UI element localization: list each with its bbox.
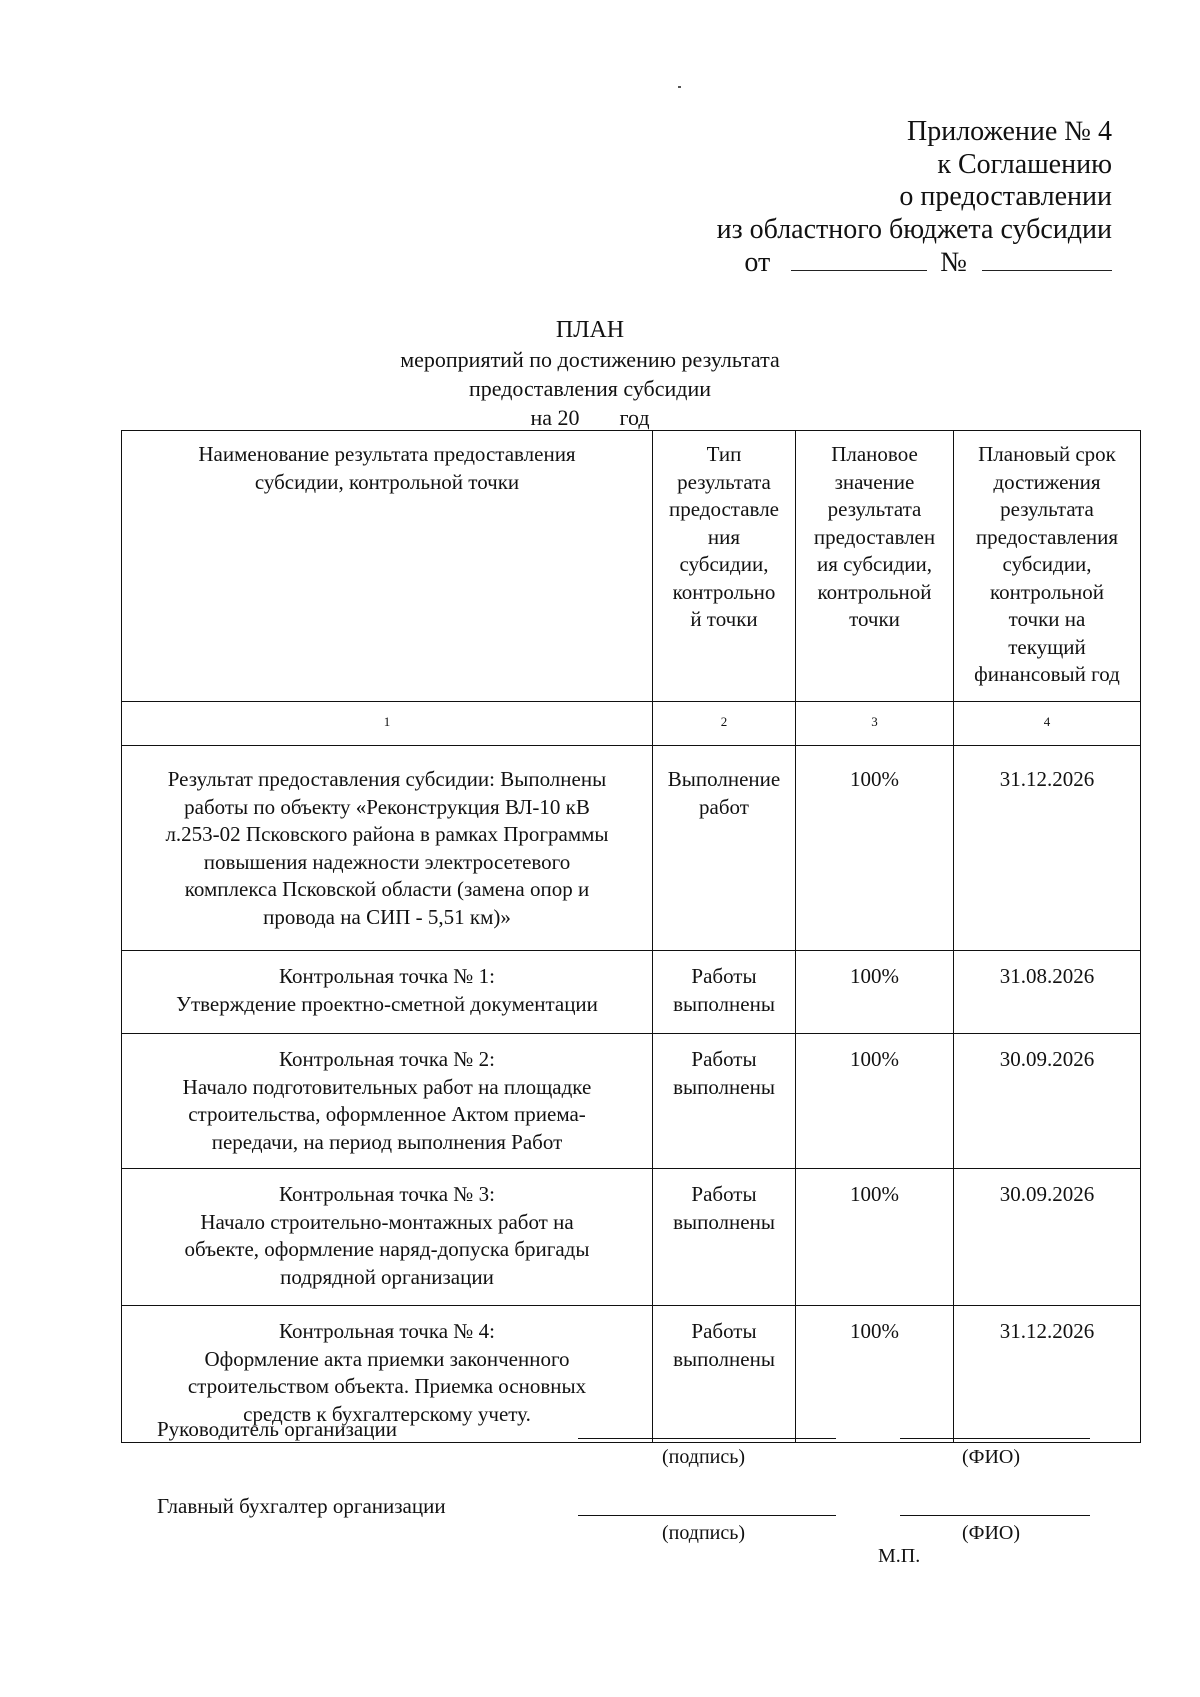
appendix-line-2: к Соглашению xyxy=(937,148,1112,180)
column-number: 4 xyxy=(954,702,1141,746)
accountant-name-caption: (ФИО) xyxy=(962,1522,1021,1544)
accountant-signature-line xyxy=(578,1515,836,1516)
year-prefix: на 20 xyxy=(530,405,580,430)
column-number: 1 xyxy=(122,702,653,746)
row-deadline: 31.12.2026 xyxy=(954,1306,1141,1443)
row-type-text: Работы выполнены xyxy=(673,1047,775,1099)
column-number-row xyxy=(122,702,1141,746)
row-name xyxy=(122,746,653,951)
appendix-line-4: из областного бюджета субсидии xyxy=(716,213,1112,245)
row-type xyxy=(653,951,796,1034)
row-value: 100% xyxy=(796,1306,954,1443)
row-name-text: Контрольная точка № 1: Утверждение проектно-сметной документации xyxy=(176,964,598,1016)
row-name xyxy=(122,1169,653,1306)
row-deadline: 30.09.2026 xyxy=(954,1034,1141,1169)
table-row xyxy=(122,1169,1141,1306)
row-type-text: Работы выполнены xyxy=(673,964,775,1016)
row-deadline: 31.08.2026 xyxy=(954,951,1141,1034)
scan-speck xyxy=(678,86,681,88)
header-text: Тип результата предоставле ния субсидии, контрольно й точки xyxy=(668,442,779,631)
number-prefix: № xyxy=(940,247,967,278)
plan-subtitle-1: мероприятий по достижению результата xyxy=(400,347,780,372)
plan-subtitle-2: предоставления субсидии xyxy=(468,376,712,401)
column-number: 2 xyxy=(653,702,796,746)
head-signature-label: Руководитель организации xyxy=(157,1417,397,1441)
header-planned-deadline xyxy=(954,431,1141,702)
appendix-header xyxy=(717,116,1112,280)
row-value: 100% xyxy=(796,746,954,951)
row-type-text: Выполнение работ xyxy=(667,767,781,819)
row-type-text: Работы выполнены xyxy=(673,1182,775,1234)
appendix-date-number-line xyxy=(717,246,1112,280)
accountant-name-line xyxy=(900,1515,1090,1516)
plan-title xyxy=(300,316,880,432)
appendix-line-1: Приложение № 4 xyxy=(907,116,1112,147)
header-text: Плановое значение результата предоставлен ия субсидии, контрольной точки xyxy=(813,442,936,631)
row-name-text: Контрольная точка № 2: Начало подготовительных работ на площадке строительства, оформленное Актом приема- передачи, на период выполнения Работ xyxy=(182,1047,592,1154)
table-row xyxy=(122,746,1141,951)
row-name xyxy=(122,951,653,1034)
row-deadline: 31.12.2026 xyxy=(954,746,1141,951)
appendix-line-3: о предоставлении xyxy=(899,181,1112,212)
row-name-text: Контрольная точка № 4: Оформление акта приемки законченного строительством объекта. Приемка основных средств к бухгалтерскому учету. xyxy=(187,1319,587,1426)
date-blank xyxy=(791,246,927,271)
row-deadline: 30.09.2026 xyxy=(954,1169,1141,1306)
row-value: 100% xyxy=(796,1034,954,1169)
stamp-place: М.П. xyxy=(878,1545,921,1567)
header-planned-value xyxy=(796,431,954,702)
head-name-line xyxy=(900,1438,1090,1439)
table-row xyxy=(122,951,1141,1034)
table-row xyxy=(122,1034,1141,1169)
year-suffix: год xyxy=(619,405,650,430)
row-type xyxy=(653,1034,796,1169)
column-number: 3 xyxy=(796,702,954,746)
header-result-type xyxy=(653,431,796,702)
table-header-row xyxy=(122,431,1141,702)
row-type-text: Работы выполнены xyxy=(673,1319,775,1371)
head-signature-caption: (подпись) xyxy=(662,1446,746,1468)
header-text: Плановый срок достижения результата предоставления субсидии, контрольной точки на текущий финансовый год xyxy=(974,442,1120,686)
row-value: 100% xyxy=(796,951,954,1034)
plan-table xyxy=(121,430,1141,1443)
plan-heading: ПЛАН xyxy=(555,317,625,343)
row-name-text: Контрольная точка № 3: Начало строительно-монтажных работ на объекте, оформление наряд-допуска бригады подрядной организации xyxy=(184,1182,590,1289)
accountant-signature-label: Главный бухгалтер организации xyxy=(157,1494,446,1518)
row-value: 100% xyxy=(796,1169,954,1306)
header-text: Наименование результата предоставления субсидии, контрольной точки xyxy=(198,442,576,494)
number-blank xyxy=(982,246,1112,271)
header-result-name xyxy=(122,431,653,702)
row-name xyxy=(122,1034,653,1169)
row-name-text: Результат предоставления субсидии: Выполнены работы по объекту «Реконструкция ВЛ-10 кВ л.253-02 Псковского района в рамках Программы повышения надежности электросетевого комплекса Псковской области (замена опор и провода на СИП - 5,51 км)» xyxy=(165,767,609,929)
date-prefix: от xyxy=(744,247,771,278)
row-type xyxy=(653,746,796,951)
row-type xyxy=(653,1169,796,1306)
plan-year-line xyxy=(300,403,880,432)
head-name-caption: (ФИО) xyxy=(962,1446,1021,1468)
head-signature-line xyxy=(578,1438,836,1439)
row-type xyxy=(653,1306,796,1443)
accountant-signature-caption: (подпись) xyxy=(662,1522,746,1544)
